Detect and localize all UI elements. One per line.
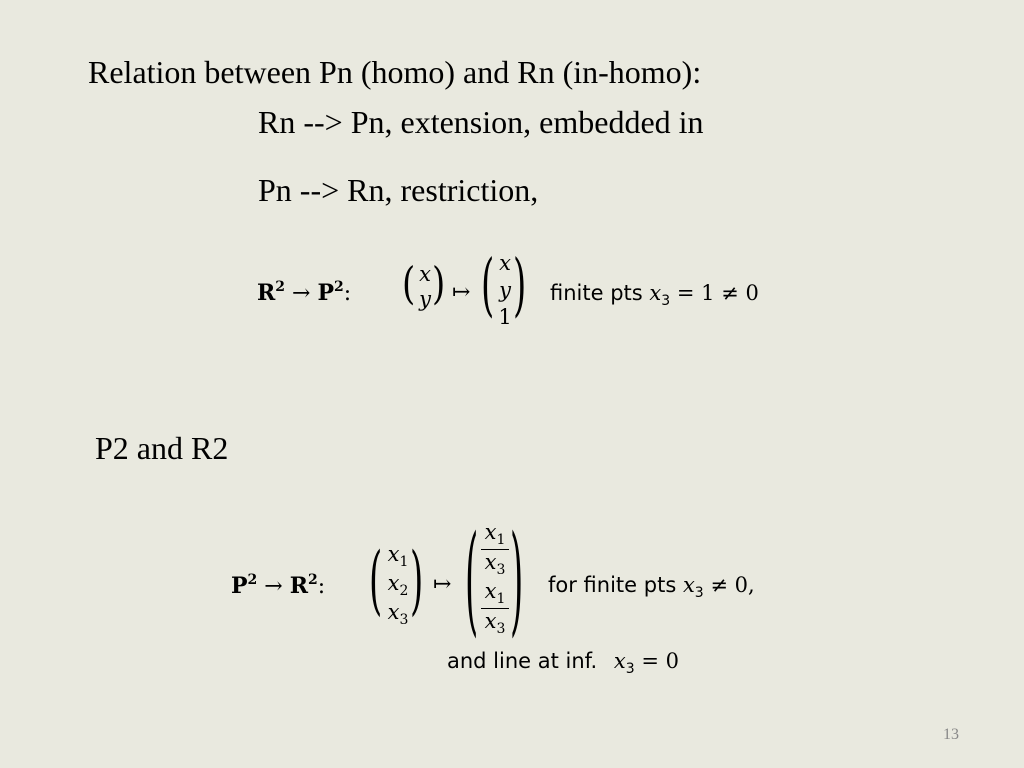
section-heading: P2 and R2 [95, 430, 229, 466]
formula2-line-at-infinity: and line at inf. $x_3 = 0$ [447, 649, 680, 677]
formula1-input-right-paren: ) [432, 258, 446, 311]
page-number: 13 [943, 726, 959, 743]
formula2-map-label: $P^2 \to R^2$: [231, 572, 326, 599]
formula2-output-fraction-2: $\frac{x_1}{x_3}$ [481, 581, 509, 636]
formula2-mapsto-icon: ↦ [433, 572, 452, 597]
formula2-output-right-paren: ) [510, 511, 524, 652]
slide-title: Relation between Pn (homo) and Rn (in-homo): [88, 54, 702, 90]
formula2-output-left-paren: ( [465, 511, 479, 652]
formula1-output-right-paren: ) [513, 246, 527, 326]
restriction-line: Pn --> Rn, restriction, [258, 172, 539, 208]
formula1-input-vector: x y [419, 262, 431, 311]
formula1-input-left-paren: ( [402, 258, 416, 311]
formula2-output-vector [478, 522, 512, 636]
formula2-input-right-paren: ) [410, 537, 424, 626]
formula1-output-left-paren: ( [481, 246, 495, 326]
formula1-mapsto-icon: ↦ [452, 280, 471, 305]
formula2-input-vector: $x_1$ $x_2$ $x_3$ [387, 542, 409, 628]
formula1-note: finite pts $x_3 = 1 \ne 0$ [550, 281, 759, 309]
formula2-input-left-paren: ( [369, 537, 383, 626]
extension-line: Rn --> Pn, extension, embedded in [258, 104, 704, 140]
formula1-output-vector: x y 1 [498, 251, 512, 329]
formula2-note: for finite pts $x_3 \ne 0$, [548, 573, 755, 601]
formula2-output-fraction-1: $\frac{x_1}{x_3}$ [481, 522, 509, 577]
formula1-map-label: $R^2 \to P^2$: [257, 279, 352, 306]
